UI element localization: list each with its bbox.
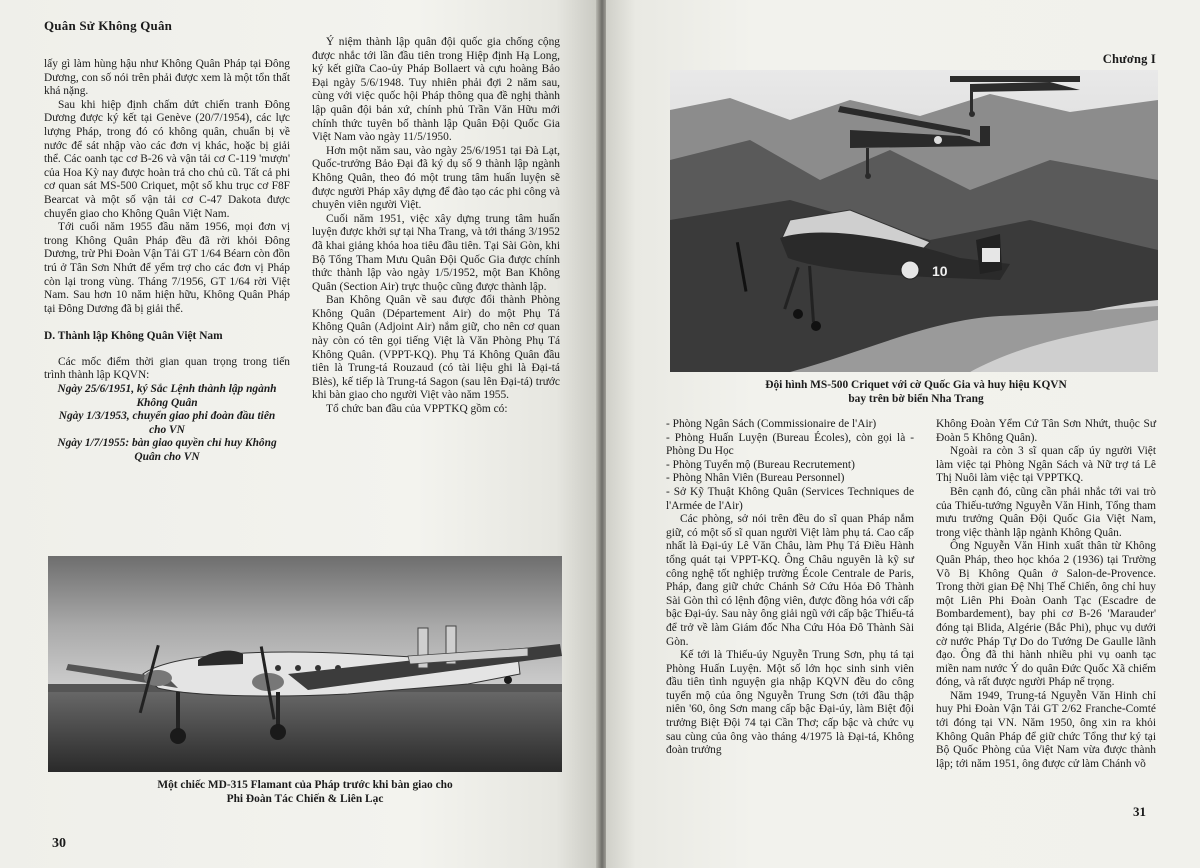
paragraph: Tới cuối năm 1955 đầu năm 1956, mọi đơn vị trong Không Quân Pháp đều đã rời khỏi Đông Dương, trừ Phi Đoàn Vận Tải GT 1/64 Béarn còn đồn trú ở Tân Sơn Nhứt để yểm trợ cho các đơn vị Pháp còn lại trong vùng. Tháng 7/1956, GT 1/64 rời Việt Nam. Sau hơn 10 năm hiện hữu, Không Quân Pháp tại Đông Dương đã bị giải thể. — [44, 221, 290, 315]
caption-line: Phi Đoàn Tác Chiến & Liên Lạc — [226, 793, 384, 805]
paragraph: Bên cạnh đó, cũng cần phải nhắc tới vai trò của Thiếu-tướng Nguyễn Văn Hinh, Tổng tham mưu trưởng Quân Đội Quốc Gia Việt Nam, trong việc thành lập ngành Không Quân. — [936, 485, 1156, 539]
list-item: - Phòng Huấn Luyện (Bureau Écoles), còn gọi là - Phòng Du Học — [666, 431, 914, 458]
caption-line: Đội hình MS-500 Criquet với cờ Quốc Gia và huy hiệu KQVN — [765, 379, 1067, 391]
paragraph: Không Đoàn Yểm Cứ Tân Sơn Nhứt, thuộc Sư Đoàn 5 Không Quân). — [936, 418, 1156, 444]
paragraph: Ý niệm thành lập quân đội quốc gia chống cộng được nhắc tới lần đầu tiên trong Hiệp định Hạ Long, ký kết giữa Cao-ủy Pháp Bollaert và cựu hoàng Bảo Đại ngày 5/6/1948. Tuy nhiên phải đợi 2 năm sau, cùng với việc quốc hội Pháp thông qua đề nghị thành lập quân đội bản xứ, chính phủ Trần Văn Hữu mới chính thức tuyên bố thành lập Quân Đội Quốc Gia Việt Nam vào ngày 11/5/1950. — [312, 36, 560, 144]
milestone-line: Ngày 1/3/1953, chuyển giao phi đoàn đầu tiên — [58, 410, 276, 423]
page-number-right: 31 — [1133, 804, 1146, 819]
list-item: - Phòng Ngân Sách (Commissionaire de l'Air) — [666, 418, 877, 430]
paragraph: Sau khi hiệp định chấm dứt chiến tranh Đông Dương được ký kết tại Genève (20/7/1954), các lực lượng Pháp, trong đó có không quân, chuẩn bị về nước để sát nhập vào các đơn vị khác, hoặc bị giải thể. Các oanh tạc cơ B-26 và vận tải cơ C-119 'mượn' của Hoa Kỳ nay được hoàn trả cho chủ cũ. Tất cả phi cơ quan sát MS-500 Criquet, một số khu trục cơ F8F Bearcat và một số vận tải cơ C-47 Dakota được chuyển giao cho Không Quân Việt Nam. — [44, 98, 290, 220]
running-head-left: Quân Sử Không Quân — [44, 18, 173, 33]
criquet-photo-caption — [726, 378, 1106, 406]
running-head-right: Chương I — [1102, 52, 1156, 66]
flamant-photo-caption — [48, 778, 562, 806]
paragraph: Năm 1949, Trung-tá Nguyễn Văn Hinh chỉ huy Phi Đoàn Vận Tải GT 2/62 Franche-Comté tới đóng tại VN. Năm 1950, ông xin ra khỏi Không Quân Pháp để giữ chức Tổng thư ký tại Bộ Quốc Phòng của Việt Nam vừa được thành lập; tới năm 1951, ông được cử làm Chánh võ — [936, 689, 1156, 770]
paragraph: Hơn một năm sau, vào ngày 25/6/1951 tại Đà Lạt, Quốc-trưởng Bảo Đại đã ký dụ số 9 thành lập ngành Không Quân, theo đó một trung tâm huấn luyện sẽ được người Pháp xây dựng để đào tạo các phi công và chuyên viên người Việt. — [312, 144, 560, 212]
flamant-photo — [48, 556, 562, 772]
paragraph: Kế tới là Thiếu-úy Nguyễn Trung Sơn, phụ tá tại Phòng Huấn Luyện. Một số lớn học sinh sinh viên đầu tiên tình nguyện gia nhập KQVN đều do công tuyển mộ của ông Nguyễn Trung Sơn (tới đầu thập niên '60, ông Sơn mang cấp bậc Đại-úy, làm Biệt đội trưởng Biệt Đội 74 tại Cần Thơ; cấp bậc và chức vụ sau cùng của ông vào tháng 4/1975 là Đại-tá, Không đoàn trưởng — [666, 649, 914, 757]
milestone-line: cho VN — [149, 423, 185, 436]
paragraph: Cuối năm 1951, việc xây dựng trung tâm huấn luyện được khởi sự tại Nha Trang, và tới tháng 3/1952 đã khai giảng khóa hoa tiêu đầu tiên. Tại Sài Gòn, khi Bộ Tổng Tham Mưu Quân Đội Quốc Gia được chính thức thành lập vào ngày 1/5/1952, một Ban Không Quân (Section Air) trực thuộc cũng được thành lập. — [312, 212, 560, 293]
paragraph: Ngoài ra còn 3 sĩ quan cấp úy người Việt làm việc tại Phòng Ngân Sách và Nữ trợ tá Lê Thị Nuôi làm việc tại VPPTKQ. — [936, 445, 1156, 485]
paragraph: lấy gì làm hùng hậu như Không Quân Pháp tại Đông Dương, con số nói trên phải được xem là một tổn thất khá nặng. — [44, 58, 290, 98]
paragraph: Các mốc điểm thời gian quan trọng trong tiến trình thành lập KQVN: — [44, 355, 290, 382]
left-page — [0, 0, 598, 868]
list-item: - Sở Kỹ Thuật Không Quân (Services Techniques de l'Armée de l'Air) — [666, 485, 914, 512]
left-column-1 — [44, 58, 290, 465]
paragraph: Ông Nguyễn Văn Hinh xuất thân từ Không Quân Pháp, theo học khóa 2 (1936) tại Trường Võ Bị Không Quân ở Salon-de-Provence. Trong thời gian Đệ Nhị Thế Chiến, ông chỉ huy một Liên Phi Đoàn Oanh Tạc (Escadre de Bombardement), bay phi cơ B-26 'Marauder' đóng tại Blida, Algérie (Bắc Phi), phục vụ dưới cờ nước Pháp Tự Do do Tướng De Gaulle lãnh đạo. Ông đã thi hành nhiều phi vụ oanh tạc miền nam nước Ý do quân Đức Quốc Xã chiếm đóng, và rất được người Pháp nể trọng. — [936, 540, 1156, 689]
milestone-list — [44, 383, 290, 465]
paragraph: Các phòng, sở nói trên đều do sĩ quan Pháp nắm giữ, có một số sĩ quan người Việt làm phụ tá. Cao cấp nhất là Đại-úy Lê Văn Châu, làm Phụ Tá Điều Hành tổng quát tại VPPT-KQ. Ông Châu nguyên là kỹ sư công nghệ tốt nghiệp trường École Centrale de Paris, Pháp, đang giữ chức Chánh Sở Cứu Hỏa Đô Thành Sài Gòn thì có lệnh động viên, được đồng hóa với cấp bậc Đại-úy. Sau này ông giải ngũ với cấp bậc Thiếu-tá để trở về làm Giám đốc Nha Cứu Hỏa Đô Thành Sài Gòn. — [666, 513, 914, 648]
milestone-line: Không Quân — [136, 396, 198, 409]
section-heading: D. Thành lập Không Quân Việt Nam — [44, 330, 223, 343]
left-column-2 — [312, 36, 560, 417]
aircraft-code-label: 10 — [932, 263, 948, 279]
milestone-line: Ngày 1/7/1955: bàn giao quyền chỉ huy Không — [57, 437, 277, 450]
paragraph: Tổ chức ban đầu của VPPTKQ gồm có: — [326, 403, 508, 416]
caption-line: Một chiếc MD-315 Flamant của Pháp trước khi bàn giao cho — [157, 779, 453, 791]
milestone-line: Quân cho VN — [134, 451, 200, 464]
paragraph: Ban Không Quân về sau được đổi thành Phòng Không Quân (Département Air) do một Phụ Tá Không Quân (Adjoint Air) nắm giữ, cho nên cơ quan này còn có tên gọi tiếng Việt là Văn Phòng Phụ Tá Không Quân. (VPPT-KQ). Phụ Tá Không Quân đầu tiên là Trung-tá Rouzaud (có tài liệu ghi là Đại-tá Blès), kế tiếp là Trung-tá Sagon (sau lên Đại-tá) trước khi bàn giao cho người Việt vào năm 1955. — [312, 294, 560, 402]
right-column-2 — [936, 418, 1156, 771]
page-number-left: 30 — [52, 836, 66, 851]
caption-line: bay trên bờ biển Nha Trang — [848, 393, 984, 405]
list-item: - Phòng Tuyển mộ (Bureau Recrutement) — [666, 458, 855, 471]
milestone-line: Ngày 25/6/1951, ký Sắc Lệnh thành lập ngành — [57, 383, 277, 396]
right-page — [606, 0, 1200, 868]
criquet-formation-photo — [670, 70, 1158, 372]
right-column-1 — [666, 418, 914, 758]
list-item: - Phòng Nhân Viên (Bureau Personnel) — [666, 472, 845, 485]
